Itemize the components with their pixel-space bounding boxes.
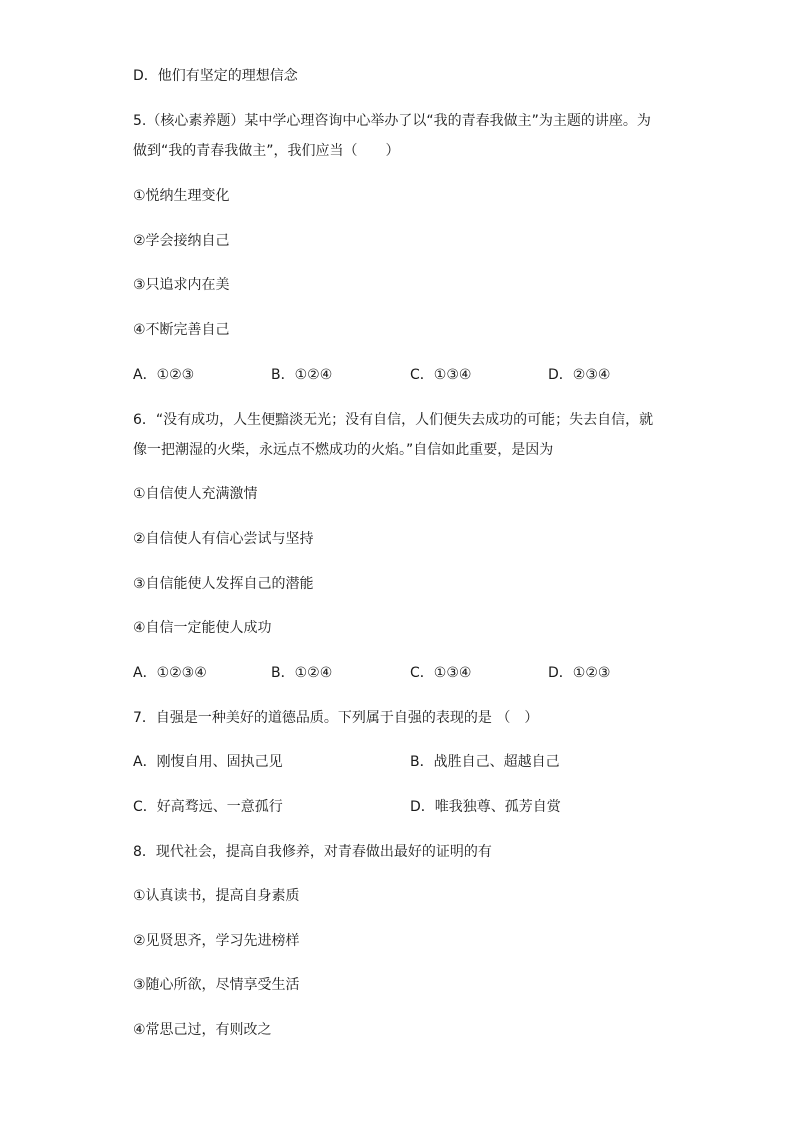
q6-option-b: B．①②④ (271, 665, 333, 681)
q5-item-4: ④不断完善自己 (133, 322, 230, 338)
q6-option-a: A．①②③④ (133, 665, 207, 681)
q8-item-3: ③随心所欲，尽情享受生活 (133, 977, 300, 993)
q5-option-a: A．①②③ (133, 367, 195, 383)
q8-item-2: ②见贤思齐，学习先进榜样 (133, 933, 300, 949)
q7-option-d: D．唯我独尊、孤芳自赏 (410, 799, 561, 815)
q5-stem-line2: 做到“我的青春我做主”，我们应当（ ） (133, 143, 400, 159)
q8-stem: 8．现代社会，提高自我修养，对青春做出最好的证明的有 (133, 844, 492, 860)
q6-stem-line2: 像一把潮湿的火柴，永远点不燃成功的火焰。”自信如此重要，是因为 (133, 442, 554, 458)
q6-item-4: ④自信一定能使人成功 (133, 620, 272, 636)
q6-option-d: D．①②③ (548, 665, 611, 681)
q6-stem-line1: 6．“没有成功，人生便黯淡无光；没有自信，人们便失去成功的可能；失去自信，就 (133, 412, 654, 428)
q5-item-3: ③只追求内在美 (133, 277, 230, 293)
q6-item-2: ②自信使人有信心尝试与坚持 (133, 531, 314, 547)
q6-option-c: C．①③④ (410, 665, 472, 681)
q8-item-4: ④常思己过，有则改之 (133, 1022, 272, 1038)
q8-item-1: ①认真读书，提高自身素质 (133, 888, 300, 904)
q6-item-3: ③自信能使人发挥自己的潜能 (133, 576, 314, 592)
q5-item-1: ①悦纳生理变化 (133, 188, 230, 204)
q4-option-d: D．他们有坚定的理想信念 (133, 68, 298, 84)
q7-option-b: B．战胜自己、超越自己 (410, 754, 560, 770)
q5-item-2: ②学会接纳自己 (133, 233, 230, 249)
q7-stem: 7．自强是一种美好的道德品质。下列属于自强的表现的是 （ ） (133, 710, 539, 726)
q5-option-b: B．①②④ (271, 367, 333, 383)
q6-item-1: ①自信使人充满激情 (133, 486, 258, 502)
q5-option-c: C．①③④ (410, 367, 472, 383)
q5-option-d: D．②③④ (548, 367, 611, 383)
q5-stem-line1: 5.（核心素养题）某中学心理咨询中心举办了以“我的青春我做主”为主题的讲座。为 (133, 113, 651, 129)
q7-option-c: C．好高骛远、一意孤行 (133, 799, 283, 815)
q7-option-a: A．刚愎自用、固执己见 (133, 754, 283, 770)
